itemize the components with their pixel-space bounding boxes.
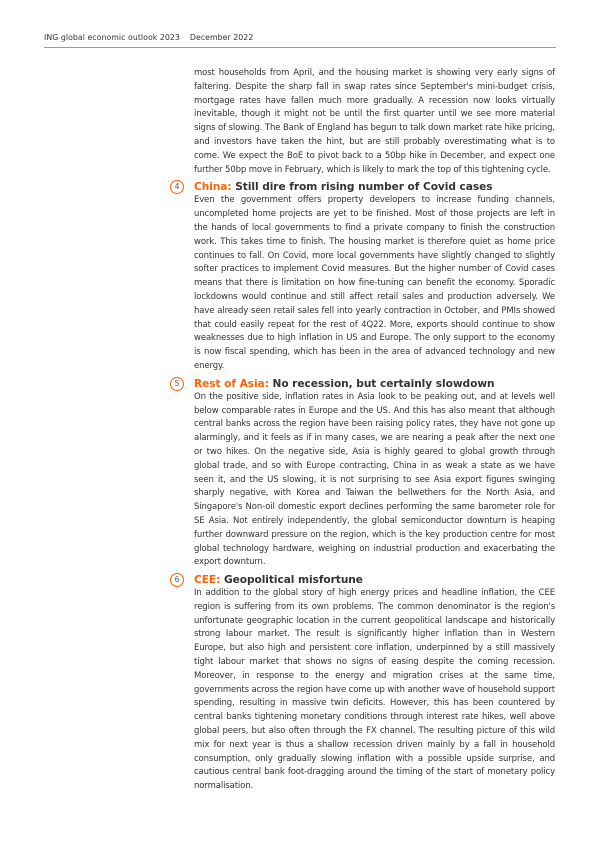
page-header (44, 33, 556, 42)
publication-date: December 2022 (189, 33, 254, 42)
section-heading (194, 573, 555, 587)
section-region: China: (194, 181, 232, 194)
section-rest-of-asia (174, 377, 555, 570)
publication-title: ING global economic outlook 2023 (44, 33, 180, 42)
section-body: In addition to the global story of high energy prices and headline inflation, the CEE region is suffering from its own problems. The common denominator is the region's unfortunate geographic location in the current geopolitical landscape and historically strong labour market. The result is significantly higher inflation than in Western Europe, but also high and persistent core inflation, underpinned by a still massively tight labour market that shows no signs of easing despite the coming recession. Moreover, in response to the energy and migration crises at the same time, governments across the region have come up with another wave of household support spending, resulting in massive twin deficits. However, this has been countered by central banks tightening monetary conditions through interest rate hikes, well above global peers, but also often through the FX channel. The resulting picture of this wild mix for next year is thus a shallow recession driven mainly by a fall in household consumption, only gradually slowing inflation with a possible upside surprise, and cautious central bank foot-dragging around the timing of the start of monetary policy normalisation. (194, 588, 555, 792)
section-title: Still dire from rising number of Covid cases (235, 181, 493, 194)
section-number-badge: 4 (170, 180, 184, 194)
section-heading (194, 377, 555, 391)
section-number-badge: 6 (170, 573, 184, 587)
section-title: Geopolitical misfortune (223, 574, 363, 587)
section-region: CEE: (194, 574, 221, 587)
section-cee (174, 573, 555, 794)
section-region: Rest of Asia: (194, 377, 269, 390)
section-body: Even the government offers property developers to increase funding channels, uncompleted home projects are yet to be finished. Most of those projects are left in the hands of local governments to find a private company to finish the construction work. This takes time to finish. The housing market is therefore quiet as home price continues to fall. On Covid, more local governments have slightly changed to slightly softer practices to implement Covid measures. But the higher number of Covid cases means that there is limitation on how fine-tuning can benefit the economy. Sporadic lockdowns would continue and still affect retail sales and production adversely. We have already seen retail sales fell into yearly contraction in October, and PMIs showed that could easily repeat for the rest of 4Q22. More, exports should continue to show weaknesses due to high inflation in US and Europe. The only support to the economy is now fiscal spending, which has been in the area of advanced technology and new energy. (194, 195, 555, 371)
header-divider (44, 47, 556, 48)
section-body: On the positive side, inflation rates in Asia look to be peaking out, and at levels well below comparable rates in Europe and the US. And this has also meant that although central banks across the region have been raising policy rates, they have not gone up alarmingly, and it feels as if in many cases, we are nearing a peak after the next one or two hikes. On the negative side, Asia is highly geared to global growth through global trade, and so with Europe contracting, China in as weak a state as we have seen it, and the US slowing, it is not surprising to see Asia export figures swinging sharply negative, with Korea and Taiwan the bellwethers for the North Asia, and Singapore's Non-oil domestic export declines performing the same barometer role for SE Asia. Not entirely independently, the global semiconductor downturn is heaping further downward pressure on the region, which is the key production centre for most global technology hardware, weighing on industrial production and exacerbating the export downturn. (194, 391, 555, 568)
section-heading (194, 180, 555, 194)
section-china (174, 180, 555, 373)
main-content (174, 67, 555, 794)
section-title: No recession, but certainly slowdown (272, 377, 495, 390)
section-number-badge: 5 (170, 377, 184, 391)
intro-paragraph: most households from April, and the housing market is showing very early signs of faltering. Despite the sharp fall in swap rates since September's mini-budget crisis, mortgage rates have fallen much more gradually. A recession now looks virtually inevitable, though it might not be until the first quarter until we see more material signs of slowing. The Bank of England has begun to talk down market rate hike pricing, and investors have taken the hint, but are still probably overestimating what is to come. We expect the BoE to pivot back to a 50bp hike in December, and expect one further 50bp move in February, which is likely to mark the top of this tightening cycle. (194, 68, 555, 175)
